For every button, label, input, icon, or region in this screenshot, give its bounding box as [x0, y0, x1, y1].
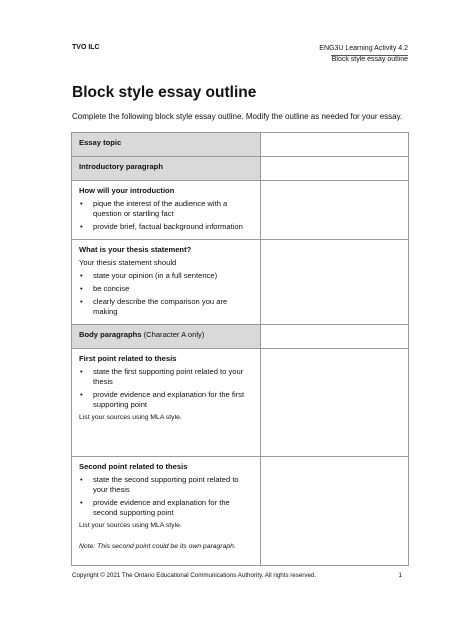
first-point-bullets	[79, 367, 253, 410]
thesis-bullets	[79, 271, 253, 317]
header-org: TVO ILC	[72, 44, 100, 51]
header-subtitle: Block style essay outline	[331, 56, 408, 63]
footer-copyright: Copyright © 2021 The Ontario Educational Communications Authority. All rights reserved.	[72, 572, 317, 579]
label-cell	[72, 157, 261, 181]
row-first-point	[72, 349, 409, 457]
row-essay-topic	[72, 133, 409, 157]
row-introduction	[72, 181, 409, 240]
list-item: • pique the interest of the audience with a question or startling fact	[79, 199, 253, 219]
body-paragraphs-qualifier: (Character A only)	[143, 330, 205, 339]
second-point-bullets	[79, 475, 253, 518]
thesis-answer-cell[interactable]	[261, 240, 409, 325]
row-intro-paragraph	[72, 157, 409, 181]
list-item: • state your opinion (in a full sentence)	[79, 271, 253, 281]
intro-text: Complete the following block style essay outline. Modify the outline as needed for your essay.	[72, 112, 403, 121]
list-item: • provide evidence and explanation for the second supporting point	[79, 498, 253, 518]
first-point-heading: First point related to thesis	[79, 354, 177, 363]
label-cell	[72, 325, 261, 349]
thesis-lead: Your thesis statement should	[79, 258, 177, 267]
page-number: 1	[398, 572, 402, 579]
header-activity: ENG3U Learning Activity 4.2	[319, 45, 408, 52]
first-point-sources: List your sources using MLA style.	[79, 414, 182, 421]
header-rule	[331, 55, 408, 56]
row-second-point	[72, 457, 409, 566]
list-item: • clearly describe the comparison you are making	[79, 297, 253, 317]
introduction-answer-cell[interactable]	[261, 181, 409, 240]
label-cell	[72, 457, 261, 566]
introduction-bullets	[79, 199, 253, 232]
header-right	[319, 43, 408, 65]
label-cell	[72, 133, 261, 157]
label-cell	[72, 349, 261, 457]
row-thesis	[72, 240, 409, 325]
label-cell	[72, 240, 261, 325]
second-point-sources: List your sources using MLA style.	[79, 522, 182, 529]
second-point-answer-cell[interactable]	[261, 457, 409, 566]
list-item: • state the first supporting point related to your thesis	[79, 367, 253, 387]
body-paragraphs-label	[79, 330, 253, 340]
intro-paragraph-answer-cell[interactable]	[261, 157, 409, 181]
essay-topic-answer-cell[interactable]	[261, 133, 409, 157]
body-paragraphs-title: Body paragraphs	[79, 330, 142, 339]
label-cell	[72, 181, 261, 240]
thesis-heading: What is your thesis statement?	[79, 245, 192, 254]
body-paragraphs-answer-cell[interactable]	[261, 325, 409, 349]
list-item: • state the second supporting point related to your thesis	[79, 475, 253, 495]
list-item: • provide brief, factual background information	[79, 222, 253, 232]
outline-table	[71, 132, 409, 566]
list-item: • be concise	[79, 284, 253, 294]
intro-paragraph-label: Introductory paragraph	[79, 162, 163, 171]
essay-topic-label: Essay topic	[79, 138, 122, 147]
list-item: • provide evidence and explanation for the first supporting point	[79, 390, 253, 410]
first-point-answer-cell[interactable]	[261, 349, 409, 457]
second-point-heading: Second point related to thesis	[79, 462, 188, 471]
introduction-heading: How will your introduction	[79, 186, 175, 195]
page-title: Block style essay outline	[72, 84, 257, 101]
row-body-paragraphs	[72, 325, 409, 349]
second-point-note: Note: This second point could be its own paragraph.	[79, 543, 236, 550]
